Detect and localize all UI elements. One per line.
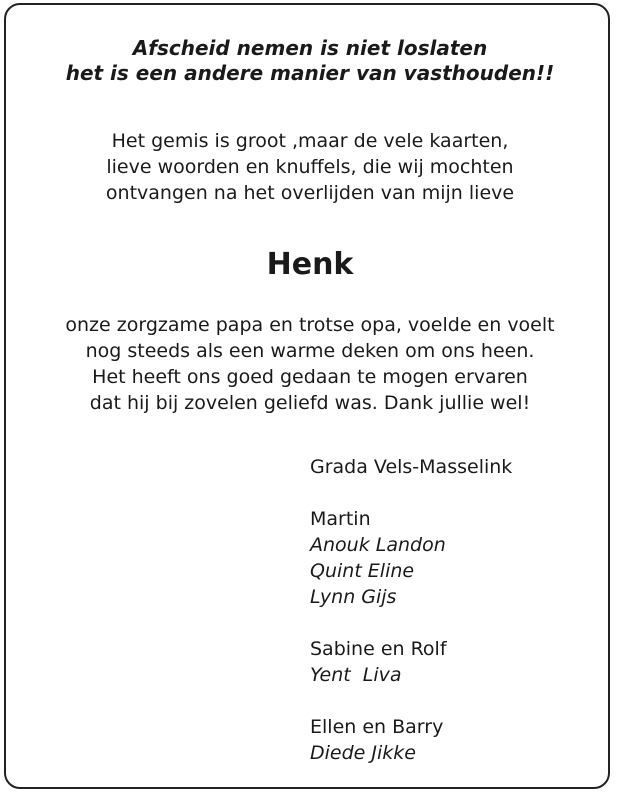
family-1-line-3: Quint Eline	[310, 560, 415, 582]
thanks-line-4: dat hij bij zovelen geliefd was. Dank jullie wel!	[89, 392, 531, 414]
intro-line-3: ontvangen na het overlijden van mijn lieve	[105, 182, 515, 204]
family-3-parents: Ellen en Barry	[310, 716, 444, 738]
signature-widow	[310, 454, 512, 480]
thanks-line-2: nog steeds als een warme deken om ons heen.	[85, 340, 535, 362]
thanks-text	[0, 312, 620, 416]
signature-family-2	[310, 636, 512, 688]
family-3-children: Diede Jikke	[310, 742, 416, 764]
family-2-parents: Sabine en Rolf	[310, 638, 447, 660]
intro-line-2: lieve woorden en knuffels, die wij mochten	[106, 156, 514, 178]
signature-family-1	[310, 506, 512, 610]
widow-name: Grada Vels-Masselink	[310, 456, 513, 478]
motto-line-1: Afscheid nemen is niet loslaten	[132, 36, 488, 60]
intro-line-1: Het gemis is groot ,maar de vele kaarten,	[111, 130, 509, 152]
family-1-parent: Martin	[310, 508, 371, 530]
thanks-line-1: onze zorgzame papa en trotse opa, voelde en voelt	[65, 314, 555, 336]
signatures	[310, 454, 512, 766]
motto	[0, 36, 620, 86]
deceased-name: Henk	[266, 247, 354, 282]
intro-text	[0, 128, 620, 206]
family-1-line-2: Anouk Landon	[310, 534, 446, 556]
family-2-children: Yent Liva	[310, 664, 402, 686]
signature-family-3	[310, 714, 512, 766]
motto-line-2: het is een andere manier van vasthouden!!	[65, 61, 555, 85]
family-1-line-4: Lynn Gijs	[310, 586, 397, 608]
thanks-line-3: Het heeft ons goed gedaan te mogen ervaren	[92, 366, 528, 388]
